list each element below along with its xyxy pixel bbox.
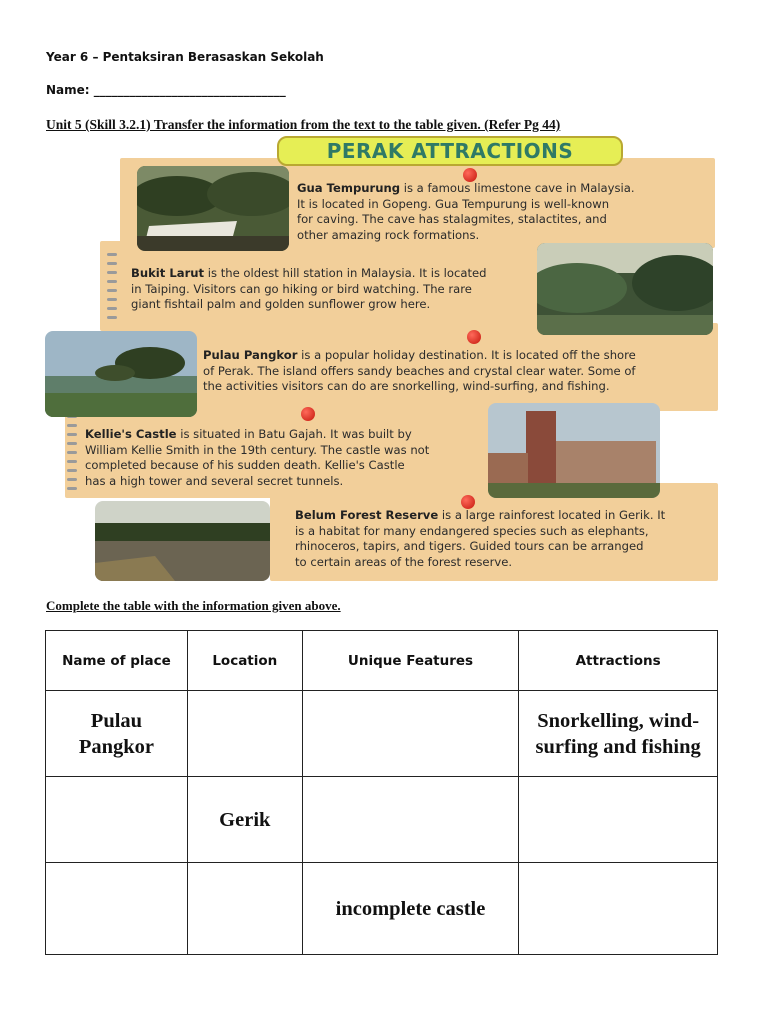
table-row — [46, 777, 718, 863]
photo-pulau-pangkor — [45, 331, 197, 417]
text-pulau-pangkor — [203, 348, 636, 395]
photo-kellies-castle — [488, 403, 660, 498]
worksheet-title: Year 6 – Pentaksiran Berasaskan Sekolah — [46, 50, 324, 64]
table-cell[interactable] — [46, 863, 188, 955]
text-line: is a habitat for many endangered species such as elephants, — [295, 523, 649, 538]
header-unique-features: Unique Features — [302, 631, 519, 691]
text-line: is situated in Batu Gajah. It was built by — [176, 427, 412, 441]
text-line: other amazing rock formations. — [297, 227, 480, 242]
table-cell[interactable]: Gerik — [187, 777, 302, 863]
banner-title: PERAK ATTRACTIONS — [277, 136, 623, 166]
place-name-gua-tempurung: Gua Tempurung — [297, 181, 401, 195]
photo-belum-forest — [95, 501, 270, 581]
table-cell[interactable] — [187, 691, 302, 777]
text-line: rhinoceros, tapirs, and tigers. Guided tours can be arranged — [295, 539, 644, 554]
table-cell[interactable] — [302, 777, 519, 863]
place-name-bukit-larut: Bukit Larut — [131, 266, 205, 280]
place-name-pulau-pangkor: Pulau Pangkor — [203, 348, 298, 362]
name-field-label: Name: ________________________________ — [46, 83, 286, 97]
text-line: It is located in Gopeng. Gua Tempurung is well-known — [297, 196, 610, 211]
text-line: is a famous limestone cave in Malaysia. — [400, 181, 635, 195]
text-line: has a high tower and several secret tunnels. — [85, 473, 344, 488]
text-kellies-castle — [85, 427, 429, 489]
table-instruction: Complete the table with the information given above. — [46, 598, 341, 613]
unit-instruction: Unit 5 (Skill 3.2.1) Transfer the information from the text to the table given. (Refer Pg 44) — [46, 117, 561, 132]
table-cell[interactable] — [302, 691, 519, 777]
photo-bukit-larut — [537, 243, 713, 335]
text-line: in Taiping. Visitors can go hiking or bird watching. The rare — [131, 281, 472, 296]
header-attractions: Attractions — [519, 631, 718, 691]
text-line: is the oldest hill station in Malaysia. It is located — [204, 266, 487, 280]
table-cell[interactable] — [187, 863, 302, 955]
text-line: is a large rainforest located in Gerik. It — [438, 508, 666, 522]
table-cell[interactable] — [519, 863, 718, 955]
table-cell[interactable]: incomplete castle — [302, 863, 519, 955]
header-name-of-place: Name of place — [46, 631, 188, 691]
text-gua-tempurung — [297, 181, 635, 243]
text-line: for caving. The cave has stalagmites, stalactites, and — [297, 212, 607, 227]
text-line: completed because of his sudden death. Kellie's Castle — [85, 458, 405, 473]
place-name-belum-forest: Belum Forest Reserve — [295, 508, 439, 522]
place-name-kellies-castle: Kellie's Castle — [85, 427, 177, 441]
text-belum-forest — [295, 508, 665, 570]
table-header-row — [46, 631, 718, 691]
text-line: to certain areas of the forest reserve. — [295, 554, 513, 569]
text-line: William Kellie Smith in the 19th century. The castle was not — [85, 442, 430, 457]
table-cell[interactable]: Snorkelling, wind-surfing and fishing — [519, 691, 718, 777]
table-row — [46, 691, 718, 777]
attractions-table — [45, 630, 718, 955]
table-cell[interactable]: Pulau Pangkor — [46, 691, 188, 777]
header-location: Location — [187, 631, 302, 691]
perak-attractions-panel — [45, 133, 718, 581]
text-bukit-larut — [131, 266, 487, 313]
text-line: the activities visitors can do are snorkelling, wind-surfing, and fishing. — [203, 379, 610, 394]
table-row — [46, 863, 718, 955]
text-line: giant fishtail palm and golden sunflower grow here. — [131, 297, 431, 312]
table-cell[interactable] — [519, 777, 718, 863]
text-line: of Perak. The island offers sandy beaches and crystal clear water. Some of — [203, 363, 636, 378]
photo-gua-tempurung — [137, 166, 289, 251]
table-cell[interactable] — [46, 777, 188, 863]
text-line: is a popular holiday destination. It is located off the shore — [297, 348, 636, 362]
